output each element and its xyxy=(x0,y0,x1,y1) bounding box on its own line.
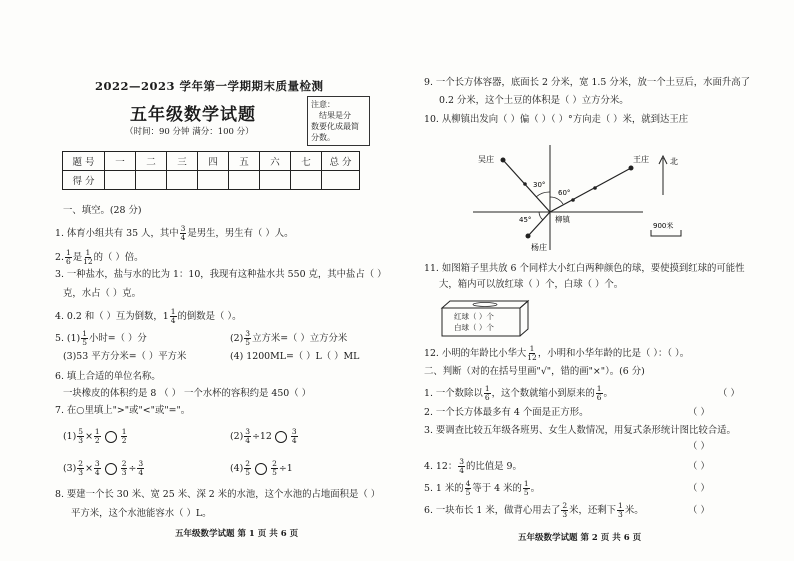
question-2: 2. $\frac{1}{6}$ 是 $\frac{1}{12}$ 的（ ）倍。 xyxy=(55,248,144,266)
label-45deg: 45° xyxy=(519,216,532,224)
map-dot xyxy=(523,182,527,186)
question-5-1: 5. (1) $\frac{1}{5}$ 小时=（ ）分 xyxy=(55,329,147,347)
question-8-line-2: 平方米，这个水池能容水（ ）L。 xyxy=(71,508,212,519)
section-1-heading: 一、填空。(28 分) xyxy=(63,205,142,216)
label-scale: 900米 xyxy=(653,222,674,230)
left-page xyxy=(55,0,400,561)
score-cell: 六 xyxy=(260,152,291,171)
fraction: $\frac{1}{5}$ xyxy=(82,329,87,347)
box-red-label: 红球（ ）个 xyxy=(454,312,494,321)
angle-arc-30 xyxy=(536,192,550,197)
question-9-line-2: 0.2 分米，这个土豆的体积是（ ）立方分米。 xyxy=(439,95,629,106)
question-7: 7. 在○里填上">"或"<"或"="。 xyxy=(55,405,191,416)
box-white-label: 白球（ ）个 xyxy=(454,323,494,332)
angle-arc-60 xyxy=(550,197,563,204)
score-cell: 得 分 xyxy=(63,171,105,190)
note-line-3: 分数。 xyxy=(311,133,335,142)
score-cell: 总 分 xyxy=(322,152,360,171)
judge-2-answer[interactable]: （ ） xyxy=(688,407,710,418)
year-title: 2022—2023 学年第一学期期末质量检测 xyxy=(95,79,324,93)
score-cell: 一 xyxy=(105,152,136,171)
label-30deg: 30° xyxy=(533,181,546,189)
score-value-row xyxy=(63,171,360,190)
fraction: $\frac{1}{6}$ xyxy=(596,384,602,402)
question-7-3: (3) $\frac{2}{3}$ × $\frac{3}{4}$ $\frac{2}{3}$ ÷ $\frac{3}{4}$ xyxy=(63,459,144,477)
label-liu: 柳镇 xyxy=(555,215,570,224)
right-page xyxy=(418,0,778,561)
fraction: $\frac{3}{4}$ xyxy=(459,457,465,475)
left-footer: 五年级数学试题 第 1 页 共 6 页 xyxy=(175,529,299,539)
score-blank[interactable] xyxy=(229,171,260,190)
question-8-line-1: 8. 要建一个长 30 米、宽 25 米、深 2 米的水池，这个水池的占地面积是（ ） xyxy=(55,489,381,500)
label-yang: 杨庄 xyxy=(531,243,547,252)
fraction: $\frac{4}{5}$ xyxy=(465,479,471,497)
score-blank[interactable] xyxy=(198,171,229,190)
note-line-2: 数要化成最简 xyxy=(311,122,359,131)
fraction: $\frac{2}{3}$ xyxy=(78,459,84,477)
score-cell: 四 xyxy=(198,152,229,171)
question-11-line-2: 大，箱内可以放红球（ ）个，白球（ ）个。 xyxy=(439,279,624,290)
score-cell: 题 号 xyxy=(63,152,105,171)
wu-point xyxy=(501,158,506,163)
yang-point xyxy=(526,234,531,239)
fraction: $\frac{1}{4}$ xyxy=(170,307,176,325)
question-9-line-1: 9. 一个长方体容器，底面长 2 分米，宽 1.5 分米，放一个土豆后，水面升高了 xyxy=(424,77,750,88)
judge-6-answer[interactable]: （ ） xyxy=(688,505,710,516)
fraction: $\frac{3}{4}$ xyxy=(245,427,251,445)
fraction: $\frac{1}{12}$ xyxy=(527,344,537,362)
score-blank[interactable] xyxy=(260,171,291,190)
fraction: $\frac{2}{5}$ xyxy=(272,459,277,477)
question-3-line-1: 3. 一种盐水，盐与水的比为 1：10，我现有这种盐水共 550 克，其中盐占（ ） xyxy=(55,269,387,280)
judge-4: 4. 12： $\frac{3}{4}$ 的比值是 9。 xyxy=(424,457,522,475)
label-wu: 吴庄 xyxy=(478,155,494,164)
note-line-1: 结果是分 xyxy=(319,111,351,120)
judge-3-answer[interactable]: （ ） xyxy=(688,441,710,452)
question-7-4: (4) $\frac{2}{5}$ $\frac{2}{5}$ ÷1 xyxy=(230,459,293,477)
right-footer: 五年级数学试题 第 2 页 共 6 页 xyxy=(518,533,642,543)
wang-point xyxy=(629,166,634,171)
score-cell: 七 xyxy=(291,152,322,171)
fraction: $\frac{1}{6}$ xyxy=(484,384,490,402)
direction-map xyxy=(473,140,723,255)
score-blank[interactable] xyxy=(291,171,322,190)
judge-1-answer[interactable]: （ ） xyxy=(718,388,740,399)
fraction: $\frac{2}{3}$ xyxy=(562,501,568,519)
question-1: 1. 体育小组共有 35 人，其中 $\frac{3}{4}$ 是男生，男生有（ ）人。 xyxy=(55,224,294,242)
map-dot xyxy=(593,186,597,190)
score-cell: 二 xyxy=(136,152,167,171)
main-title: 五年级数学试题 xyxy=(130,105,256,125)
fraction: $\frac{3}{4}$ xyxy=(291,427,297,445)
judge-2: 2. 一个长方体最多有 4 个面是正方形。 xyxy=(424,407,589,418)
ball-box xyxy=(440,298,530,338)
score-cell: 五 xyxy=(229,152,260,171)
question-6-content: 一块橡皮的体积约是 8 （ ） 一个水杯的容积约是 450（ ） xyxy=(63,388,311,399)
score-blank[interactable] xyxy=(322,171,360,190)
map-dot xyxy=(571,198,575,202)
question-4: 4. 0.2 和（ ）互为倒数，1 $\frac{1}{4}$ 的倒数是（ ）。 xyxy=(55,307,242,325)
question-7-2: (2) $\frac{3}{4}$ ÷12 $\frac{3}{4}$ xyxy=(230,427,297,445)
compare-circle[interactable] xyxy=(255,463,267,475)
question-3-line-2: 克，水占（ ）克。 xyxy=(63,288,141,299)
compare-circle[interactable] xyxy=(105,431,117,443)
fraction: $\frac{3}{4}$ xyxy=(180,224,186,242)
fraction: $\frac{3}{4}$ xyxy=(138,459,144,477)
score-cell: 三 xyxy=(167,152,198,171)
section-2-heading: 二、判断（对的在括号里画"√"，错的画"×"）。(6 分) xyxy=(424,366,645,377)
question-5-2: (2) $\frac{3}{5}$ 立方米=（ ）立方分米 xyxy=(230,329,348,347)
label-60deg: 60° xyxy=(558,189,571,197)
question-10: 10. 从柳镇出发向（ ）偏（ ）（ ）°方向走（ ）米，就到达王庄 xyxy=(424,114,689,125)
question-11-line-1: 11. 如图箱子里共放 6 个同样大小红白两种颜色的球，要使摸到红球的可能性 xyxy=(424,263,745,274)
question-6: 6. 填上合适的单位名称。 xyxy=(55,371,161,382)
fraction: $\frac{3}{5}$ xyxy=(245,329,251,347)
score-header-row xyxy=(63,152,360,171)
judge-3: 3. 要调查比较五年级各班男、女生人数情况，用复式条形统计图比较合适。 xyxy=(424,425,736,436)
score-table xyxy=(62,151,360,190)
question-5-3: (3)53 平方分米=（ ）平方米 xyxy=(63,351,187,362)
fraction: $\frac{2}{5}$ xyxy=(245,459,251,477)
judge-5: 5. 1 米的 $\frac{4}{5}$ 等于 4 米的 $\frac{1}{5}$ 。 xyxy=(424,479,541,497)
fraction: $\frac{1}{5}$ xyxy=(523,479,529,497)
note-label: 注意： xyxy=(311,100,335,109)
label-wang: 王庄 xyxy=(633,155,649,164)
time-info: （时间：90 分钟 满分：100 分） xyxy=(125,127,254,137)
judge-1: 1. 一个数除以 $\frac{1}{6}$ ，这个数就缩小到原来的 $\frac{1}{6}$ 。 xyxy=(424,384,613,402)
score-blank[interactable] xyxy=(136,171,167,190)
score-blank[interactable] xyxy=(167,171,198,190)
fraction: $\frac{1}{2}$ xyxy=(121,427,127,445)
question-12: 12. 小明的年龄比小华大 $\frac{1}{12}$ ，小明和小华年龄的比是（ ）：（ ）。 xyxy=(424,344,690,362)
scale-bar xyxy=(651,230,681,236)
fraction: $\frac{1}{12}$ xyxy=(83,248,93,266)
fraction: $\frac{2}{3}$ xyxy=(121,459,127,477)
angle-arc-45 xyxy=(539,212,543,220)
score-blank[interactable] xyxy=(105,171,136,190)
compare-circle[interactable] xyxy=(275,431,287,443)
judge-6: 6. 一块布长 1 米，做背心用去了 $\frac{2}{3}$ 米，还剩下 $\frac{1}{3}$ 米。 xyxy=(424,501,644,519)
fraction: $\frac{3}{4}$ xyxy=(94,459,100,477)
question-7-1: (1) $\frac{5}{3}$ × $\frac{1}{2}$ $\frac{1}{2}$ xyxy=(63,427,127,445)
compare-circle[interactable] xyxy=(105,463,117,475)
fraction: $\frac{1}{3}$ xyxy=(618,501,623,519)
question-5-4: (4) 1200ML=（ ）L（ ）ML xyxy=(230,351,360,362)
label-north: 北 xyxy=(670,157,678,166)
judge-5-answer[interactable]: （ ） xyxy=(688,483,710,494)
note-box xyxy=(307,96,370,146)
fraction: $\frac{5}{3}$ xyxy=(78,427,84,445)
fraction: $\frac{1}{2}$ xyxy=(94,427,100,445)
judge-4-answer[interactable]: （ ） xyxy=(688,461,710,472)
fraction: $\frac{1}{6}$ xyxy=(65,248,71,266)
